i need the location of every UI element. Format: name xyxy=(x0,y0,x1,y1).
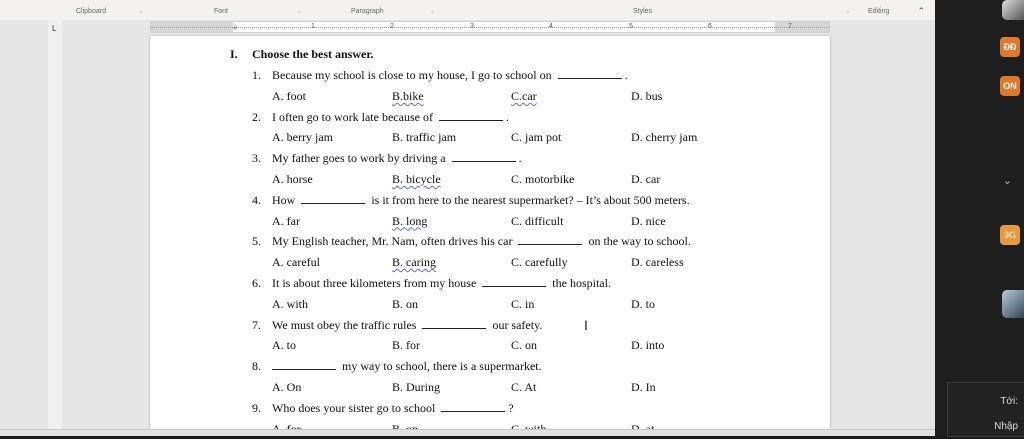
ribbon-group-clipboard[interactable]: Clipboard xyxy=(76,8,106,15)
question-after: our safety. xyxy=(492,317,543,332)
question-after: . xyxy=(518,151,522,166)
app-tile[interactable]: 3G xyxy=(1000,225,1020,245)
question-line xyxy=(232,356,792,377)
ruler-ticks xyxy=(151,27,829,29)
question-before: Because my school is close to my house, I go to school on xyxy=(272,68,552,82)
ruler-number: 3 xyxy=(470,23,474,30)
question-text xyxy=(272,190,690,211)
ruler-number: 6 xyxy=(708,23,712,30)
answer-blank xyxy=(518,234,582,245)
paragraph-launcher-icon[interactable]: ⌟ xyxy=(431,8,434,14)
question-number: 2. xyxy=(252,109,261,124)
option-c: C. At xyxy=(511,379,537,394)
option-a: A. careful xyxy=(272,255,320,270)
section-heading xyxy=(232,44,792,65)
question-text xyxy=(272,398,514,419)
question-line xyxy=(232,107,792,128)
question-text xyxy=(272,65,628,86)
to-label: Tới: xyxy=(1000,396,1018,407)
question-before: It is about three kilometers from my house xyxy=(272,275,477,290)
option-a: A. On xyxy=(272,379,302,394)
question-line xyxy=(232,315,792,336)
options-line xyxy=(232,86,792,107)
answer-blank xyxy=(482,276,546,287)
font-launcher-icon[interactable]: ⌟ xyxy=(298,8,301,14)
question-before: We must obey the traffic rules xyxy=(272,317,417,332)
text-cursor-icon: I xyxy=(584,316,588,333)
question-before: My father goes to work by driving a xyxy=(272,151,446,166)
ribbon-group-font[interactable]: Font xyxy=(214,8,229,15)
question-after: ? xyxy=(508,400,514,415)
question-before: I often go to work late because of xyxy=(272,109,433,124)
question-number: 8. xyxy=(252,359,261,374)
app-tile[interactable]: ĐĐ xyxy=(1000,37,1020,57)
question-text xyxy=(272,148,522,169)
option-a: A. horse xyxy=(272,171,313,186)
option-a: A. far xyxy=(272,213,300,228)
question-after: my way to school, there is a supermarket. xyxy=(342,359,542,374)
question-line xyxy=(232,65,792,86)
option-d: D. into xyxy=(631,338,665,353)
option-a: A. berry jam xyxy=(272,130,333,145)
option-d: D. cherry jam xyxy=(631,130,698,145)
thumbnail-image[interactable] xyxy=(1002,0,1024,20)
chevron-up-icon[interactable]: ⌃ xyxy=(917,6,925,16)
option-d: D. careless xyxy=(631,255,684,270)
option-b: B. long xyxy=(392,213,428,228)
option-d: D. to xyxy=(631,296,655,311)
section-number: I. xyxy=(230,47,238,61)
option-c: C.car xyxy=(511,88,537,103)
answer-blank xyxy=(441,401,505,412)
question-after: . xyxy=(624,68,628,82)
ruler-number: 7 xyxy=(788,23,792,30)
ruler-number: 2 xyxy=(390,23,394,30)
options-line xyxy=(232,169,792,190)
question-number: 4. xyxy=(252,192,261,207)
question-text xyxy=(272,231,691,252)
answer-blank xyxy=(422,318,486,329)
question-text xyxy=(272,356,542,377)
ruler-number: 4 xyxy=(549,23,553,30)
option-b: B. caring xyxy=(392,255,436,270)
option-d: D. nice xyxy=(631,213,666,228)
option-c: C. jam pot xyxy=(511,130,562,145)
question-after: . xyxy=(505,109,509,124)
chevron-down-icon[interactable]: ⌄ xyxy=(1002,175,1012,187)
clipboard-launcher-icon[interactable]: ⌟ xyxy=(139,8,142,14)
app-tile[interactable]: ON xyxy=(1000,76,1020,96)
option-c: C. on xyxy=(511,338,538,353)
option-a: A. foot xyxy=(272,88,306,103)
question-before: My English teacher, Mr. Nam, often drives his car xyxy=(272,234,513,249)
option-b: B. on xyxy=(392,296,419,311)
question-number: 7. xyxy=(252,317,261,332)
options-line xyxy=(232,127,792,148)
question-after: is it from here to the nearest supermarket? – It’s about 500 meters. xyxy=(371,192,690,207)
horizontal-ruler[interactable] xyxy=(150,21,830,33)
question-number: 6. xyxy=(252,275,261,290)
document-page[interactable] xyxy=(150,36,830,435)
thumbnail-image[interactable] xyxy=(1002,290,1024,318)
options-line xyxy=(232,211,792,232)
option-c: C. motorbike xyxy=(511,171,575,186)
question-number: 3. xyxy=(252,151,261,166)
answer-blank xyxy=(439,110,503,121)
option-b: B. bicycle xyxy=(392,171,441,186)
indent-marker-icon[interactable]: ⏚ xyxy=(231,23,239,32)
option-b: B. traffic jam xyxy=(392,130,457,145)
answer-blank xyxy=(558,68,622,79)
input-label[interactable]: Nhập xyxy=(994,421,1018,432)
question-before: How xyxy=(272,192,296,207)
question-number: 9. xyxy=(252,400,261,415)
ribbon-group-paragraph[interactable]: Paragraph xyxy=(351,8,384,15)
tab-selector[interactable]: L xyxy=(52,24,57,33)
ribbon-group-styles[interactable]: Styles xyxy=(633,8,653,15)
option-b: B. for xyxy=(392,338,420,353)
question-text xyxy=(272,315,542,336)
question-number: 5. xyxy=(252,234,261,249)
option-c: C. carefully xyxy=(511,255,568,270)
question-text xyxy=(272,107,509,128)
question-after: on the way to school. xyxy=(588,234,691,249)
ribbon-group-editing[interactable]: Editing xyxy=(868,8,890,15)
option-c: C. difficult xyxy=(511,213,564,228)
side-panel xyxy=(935,0,1024,435)
question-line xyxy=(232,190,792,211)
document-content[interactable] xyxy=(232,44,792,439)
document-canvas xyxy=(0,20,935,435)
question-number: 1. xyxy=(252,68,261,82)
question-text xyxy=(272,273,611,294)
section-title: Choose the best answer. xyxy=(252,47,374,61)
option-b: B.bike xyxy=(392,88,424,103)
question-line xyxy=(232,148,792,169)
styles-launcher-icon[interactable]: ⌟ xyxy=(846,8,849,14)
option-a: A. with xyxy=(272,296,308,311)
option-b: B. During xyxy=(392,379,440,394)
ruler-number: 5 xyxy=(629,23,633,30)
option-d: D. bus xyxy=(631,88,663,103)
question-line xyxy=(232,273,792,294)
ribbon-bar xyxy=(0,0,935,21)
question-line xyxy=(232,398,792,419)
answer-blank xyxy=(272,359,336,370)
options-line xyxy=(232,252,792,273)
options-line xyxy=(232,335,792,356)
option-d: D. In xyxy=(631,379,656,394)
options-line xyxy=(232,377,792,398)
answer-blank xyxy=(301,193,365,204)
vertical-ruler xyxy=(48,20,62,435)
answer-blank xyxy=(452,151,516,162)
ruler-number: 1 xyxy=(311,23,315,30)
options-line xyxy=(232,294,792,315)
option-c: C. in xyxy=(511,296,535,311)
option-a: A. to xyxy=(272,338,296,353)
question-before: Who does your sister go to school xyxy=(272,400,436,415)
question-line xyxy=(232,231,792,252)
option-d: D. car xyxy=(631,171,661,186)
question-after: the hospital. xyxy=(552,275,611,290)
